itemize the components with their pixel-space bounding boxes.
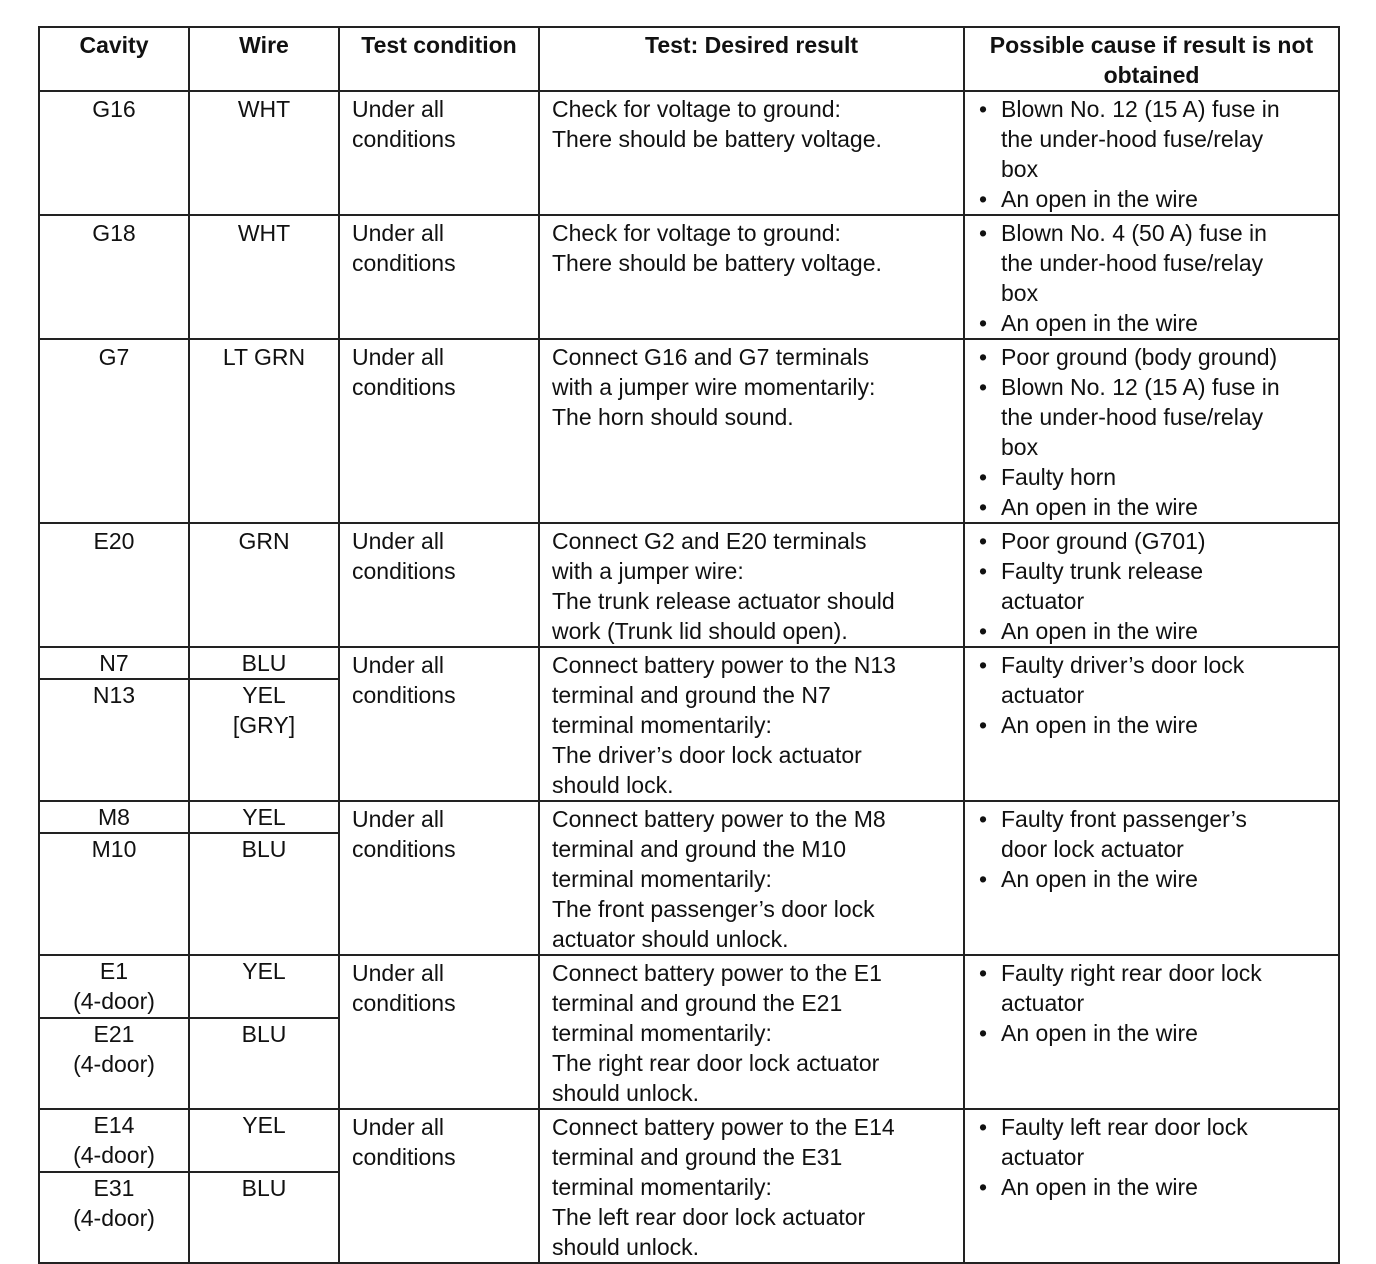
text-line: box bbox=[1001, 434, 1039, 460]
cause-list bbox=[965, 650, 1338, 740]
cause-item bbox=[977, 462, 1338, 492]
text-line: BLU bbox=[241, 1020, 287, 1047]
text-line: terminal and ground the E31 bbox=[552, 1144, 843, 1170]
text-line: box bbox=[1001, 156, 1039, 182]
table-row bbox=[39, 339, 1339, 523]
test-condition-cell bbox=[339, 91, 539, 215]
cavity-value: G16 bbox=[92, 96, 136, 122]
cavity-cell bbox=[39, 1109, 189, 1172]
text-line: • Faulty driver’s door lock bbox=[1001, 652, 1245, 678]
text-line: Check for voltage to ground: bbox=[552, 96, 841, 122]
text-line: work (Trunk lid should open). bbox=[552, 618, 848, 644]
text-line: Connect battery power to the N13 bbox=[552, 652, 896, 678]
text-line: • Faulty front passenger’s bbox=[1001, 806, 1247, 832]
text-line: with a jumper wire: bbox=[552, 558, 744, 584]
text-line: (4-door) bbox=[73, 1142, 155, 1168]
desired-result-cell bbox=[539, 91, 964, 215]
test-condition-cell bbox=[339, 955, 539, 1109]
desired-result-cell bbox=[539, 647, 964, 801]
cavity-value: G18 bbox=[92, 220, 136, 246]
header-cavity: Cavity bbox=[39, 27, 189, 91]
text-line: Under all bbox=[352, 806, 445, 832]
text-line: BLU bbox=[241, 836, 287, 863]
text-line: BLU bbox=[241, 1174, 287, 1201]
desired-result-cell bbox=[539, 339, 964, 523]
text-line: box bbox=[1001, 280, 1039, 306]
text-line: the under-hood fuse/relay bbox=[1001, 250, 1264, 276]
cause-list bbox=[965, 958, 1338, 1048]
header-row bbox=[39, 27, 1339, 91]
text-line: • An open in the wire bbox=[1001, 618, 1198, 644]
text-line: terminal momentarily: bbox=[552, 1020, 772, 1046]
text-line: Connect battery power to the E1 bbox=[552, 960, 882, 986]
text-line: E31 bbox=[93, 1174, 135, 1201]
header-possible-cause-line: obtained bbox=[1103, 62, 1200, 88]
wire-cell bbox=[189, 523, 339, 647]
wire-color: WHT bbox=[237, 220, 291, 246]
cause-item bbox=[977, 650, 1338, 710]
text-line: conditions bbox=[352, 1144, 456, 1170]
wire-color: GRN bbox=[238, 528, 290, 554]
text-line: • Faulty trunk release bbox=[1001, 558, 1203, 584]
text-line: (4-door) bbox=[73, 1050, 155, 1077]
desired-result-cell bbox=[539, 801, 964, 955]
text-line: The left rear door lock actuator bbox=[552, 1204, 866, 1230]
text-line: terminal and ground the E21 bbox=[552, 990, 843, 1016]
text-line: should unlock. bbox=[552, 1080, 700, 1106]
wire-cell bbox=[189, 833, 339, 955]
cause-item bbox=[977, 958, 1338, 1018]
header-wire: Wire bbox=[189, 27, 339, 91]
text-line: with a jumper wire momentarily: bbox=[552, 374, 876, 400]
text-line: • An open in the wire bbox=[1001, 1020, 1198, 1046]
wire-cell bbox=[189, 91, 339, 215]
text-line: E21 bbox=[93, 1020, 135, 1047]
cause-item bbox=[977, 218, 1338, 308]
text-line: BLU bbox=[241, 650, 287, 676]
cavity-cell bbox=[39, 215, 189, 339]
text-line: the under-hood fuse/relay bbox=[1001, 126, 1264, 152]
possible-cause-cell bbox=[964, 647, 1339, 801]
text-line: YEL bbox=[242, 1112, 286, 1138]
cavity-cell bbox=[39, 955, 189, 1018]
text-line: terminal momentarily: bbox=[552, 866, 772, 892]
text-line: (4-door) bbox=[73, 1204, 155, 1231]
cause-list bbox=[965, 804, 1338, 894]
text-line: • An open in the wire bbox=[1001, 866, 1198, 892]
wire-cell bbox=[189, 955, 339, 1018]
text-line: • An open in the wire bbox=[1001, 494, 1198, 520]
text-line: Connect G16 and G7 terminals bbox=[552, 344, 870, 370]
text-line: • Blown No. 12 (15 A) fuse in bbox=[1001, 96, 1280, 122]
test-condition-cell bbox=[339, 523, 539, 647]
text-line: Under all bbox=[352, 344, 445, 370]
wire-cell bbox=[189, 1109, 339, 1172]
text-line: YEL bbox=[242, 682, 286, 709]
cause-item bbox=[977, 184, 1338, 214]
cause-list bbox=[965, 218, 1338, 338]
text-line: Connect battery power to the M8 bbox=[552, 806, 886, 832]
test-condition-cell bbox=[339, 1109, 539, 1263]
wire-cell bbox=[189, 1018, 339, 1109]
text-line: conditions bbox=[352, 250, 456, 276]
cause-item bbox=[977, 372, 1338, 462]
text-line: the under-hood fuse/relay bbox=[1001, 404, 1264, 430]
header-possible-cause-line: Possible cause if result is not bbox=[989, 32, 1314, 58]
possible-cause-cell bbox=[964, 955, 1339, 1109]
text-line: conditions bbox=[352, 682, 456, 708]
cause-list bbox=[965, 526, 1338, 646]
table-row bbox=[39, 91, 1339, 215]
text-line: Under all bbox=[352, 96, 445, 122]
header-test-condition: Test condition bbox=[339, 27, 539, 91]
table-row bbox=[39, 523, 1339, 647]
desired-result-cell bbox=[539, 215, 964, 339]
possible-cause-cell bbox=[964, 801, 1339, 955]
cause-item bbox=[977, 492, 1338, 522]
cause-item bbox=[977, 342, 1338, 372]
possible-cause-cell bbox=[964, 91, 1339, 215]
possible-cause-cell bbox=[964, 1109, 1339, 1263]
text-line: The driver’s door lock actuator bbox=[552, 742, 862, 768]
table-body bbox=[39, 91, 1339, 1263]
text-line: Under all bbox=[352, 960, 445, 986]
text-line: terminal momentarily: bbox=[552, 712, 772, 738]
text-line: actuator bbox=[1001, 990, 1085, 1016]
text-line: Under all bbox=[352, 652, 445, 678]
text-line: E1 bbox=[99, 958, 129, 984]
cause-item bbox=[977, 804, 1338, 864]
cause-item bbox=[977, 1172, 1338, 1202]
table-row bbox=[39, 955, 1339, 1018]
table-row bbox=[39, 1109, 1339, 1172]
text-line: conditions bbox=[352, 836, 456, 862]
cavity-cell bbox=[39, 91, 189, 215]
cause-list bbox=[965, 94, 1338, 214]
text-line: • An open in the wire bbox=[1001, 186, 1198, 212]
cause-list bbox=[965, 1112, 1338, 1202]
table-row bbox=[39, 215, 1339, 339]
cavity-cell bbox=[39, 523, 189, 647]
table-row bbox=[39, 801, 1339, 833]
text-line: terminal momentarily: bbox=[552, 1174, 772, 1200]
possible-cause-cell bbox=[964, 339, 1339, 523]
text-line: Connect G2 and E20 terminals bbox=[552, 528, 867, 554]
wire-cell bbox=[189, 339, 339, 523]
text-line: terminal and ground the N7 bbox=[552, 682, 831, 708]
wire-color: WHT bbox=[237, 96, 291, 122]
cause-item bbox=[977, 1112, 1338, 1172]
wire-color: LT GRN bbox=[222, 344, 306, 370]
text-line: actuator bbox=[1001, 1144, 1085, 1170]
cause-item bbox=[977, 526, 1338, 556]
possible-cause-cell bbox=[964, 215, 1339, 339]
cause-item bbox=[977, 1018, 1338, 1048]
text-line: Under all bbox=[352, 220, 445, 246]
cause-list bbox=[965, 342, 1338, 522]
wire-cell bbox=[189, 215, 339, 339]
cause-item bbox=[977, 556, 1338, 616]
text-line: There should be battery voltage. bbox=[552, 126, 882, 152]
text-line: actuator bbox=[1001, 588, 1085, 614]
test-condition-cell bbox=[339, 647, 539, 801]
text-line: The trunk release actuator should bbox=[552, 588, 895, 614]
text-line: The horn should sound. bbox=[552, 404, 794, 430]
text-line: should lock. bbox=[552, 772, 674, 798]
desired-result-cell bbox=[539, 955, 964, 1109]
text-line: • Poor ground (body ground) bbox=[1001, 344, 1278, 370]
cavity-cell bbox=[39, 1172, 189, 1263]
terminal-test-table bbox=[38, 26, 1340, 1264]
text-line: • Blown No. 4 (50 A) fuse in bbox=[1001, 220, 1267, 246]
text-line: • An open in the wire bbox=[1001, 1174, 1198, 1200]
cause-item bbox=[977, 616, 1338, 646]
possible-cause-cell bbox=[964, 523, 1339, 647]
test-condition-cell bbox=[339, 339, 539, 523]
text-line: conditions bbox=[352, 558, 456, 584]
text-line: There should be battery voltage. bbox=[552, 250, 882, 276]
cavity-value: G7 bbox=[98, 344, 130, 370]
wire-cell bbox=[189, 1172, 339, 1263]
cause-item bbox=[977, 308, 1338, 338]
text-line: E14 bbox=[93, 1112, 135, 1138]
text-line: • An open in the wire bbox=[1001, 712, 1198, 738]
text-line: should unlock. bbox=[552, 1234, 700, 1260]
cavity-cell bbox=[39, 833, 189, 955]
text-line: • Faulty horn bbox=[1001, 464, 1117, 490]
text-line: M8 bbox=[98, 804, 130, 830]
cause-item bbox=[977, 864, 1338, 894]
text-line: • Faulty right rear door lock bbox=[1001, 960, 1262, 986]
cavity-cell bbox=[39, 679, 189, 801]
cavity-cell bbox=[39, 1018, 189, 1109]
text-line: • Blown No. 12 (15 A) fuse in bbox=[1001, 374, 1280, 400]
text-line: (4-door) bbox=[73, 988, 155, 1014]
text-line: The front passenger’s door lock bbox=[552, 896, 875, 922]
text-line: actuator should unlock. bbox=[552, 926, 789, 952]
text-line: The right rear door lock actuator bbox=[552, 1050, 880, 1076]
text-line: Connect battery power to the E14 bbox=[552, 1114, 895, 1140]
cavity-cell bbox=[39, 339, 189, 523]
header-desired-result: Test: Desired result bbox=[539, 27, 964, 91]
wire-cell bbox=[189, 647, 339, 679]
test-condition-cell bbox=[339, 215, 539, 339]
text-line: N7 bbox=[99, 650, 129, 676]
text-line: terminal and ground the M10 bbox=[552, 836, 847, 862]
text-line: • Faulty left rear door lock bbox=[1001, 1114, 1248, 1140]
text-line: • Poor ground (G701) bbox=[1001, 528, 1206, 554]
text-line: Under all bbox=[352, 1114, 445, 1140]
cavity-value: E20 bbox=[93, 528, 135, 554]
cause-item bbox=[977, 94, 1338, 184]
test-condition-cell bbox=[339, 801, 539, 955]
text-line: Under all bbox=[352, 528, 445, 554]
table-row bbox=[39, 647, 1339, 679]
text-line: conditions bbox=[352, 374, 456, 400]
text-line: YEL bbox=[242, 958, 286, 984]
text-line: conditions bbox=[352, 990, 456, 1016]
text-line: conditions bbox=[352, 126, 456, 152]
wire-cell bbox=[189, 679, 339, 801]
cause-item bbox=[977, 710, 1338, 740]
text-line: door lock actuator bbox=[1001, 836, 1184, 862]
text-line: • An open in the wire bbox=[1001, 310, 1198, 336]
cavity-cell bbox=[39, 801, 189, 833]
header-possible-cause bbox=[964, 27, 1339, 91]
text-line: N13 bbox=[92, 682, 136, 709]
text-line: [GRY] bbox=[232, 712, 296, 739]
wire-cell bbox=[189, 801, 339, 833]
desired-result-cell bbox=[539, 1109, 964, 1263]
text-line: YEL bbox=[242, 804, 286, 830]
text-line: Check for voltage to ground: bbox=[552, 220, 841, 246]
desired-result-cell bbox=[539, 523, 964, 647]
cavity-cell bbox=[39, 647, 189, 679]
text-line: M10 bbox=[91, 836, 137, 863]
text-line: actuator bbox=[1001, 682, 1085, 708]
